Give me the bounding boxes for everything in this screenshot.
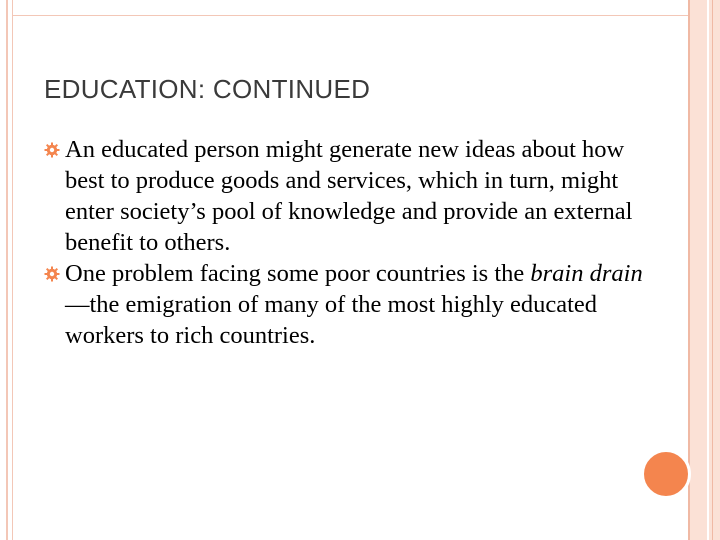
bullet-text: An educated person might generate new ideas about how best to produce goods and services, which in turn, might enter society’s pool of knowledge and provide an external benefit to others.: [65, 136, 633, 256]
bullet-item: [44, 258, 644, 351]
accent-circle: [641, 449, 691, 499]
slide-body: [44, 134, 644, 351]
gear-bullet-icon: [44, 266, 60, 282]
bullet-text-before: One problem facing some poor countries is the: [65, 260, 531, 287]
bullet-item: [44, 134, 644, 258]
left-border-rule-inner: [12, 0, 13, 540]
right-band-line-middle: [707, 0, 709, 540]
bullet-emphasis: brain drain: [530, 260, 643, 287]
left-border-rule-outer: [6, 0, 8, 540]
right-band-line-right: [712, 0, 713, 540]
right-band-line-left: [688, 0, 690, 540]
right-decorative-band: [688, 0, 720, 540]
slide-title: EDUCATION: CONTINUED: [44, 74, 371, 104]
top-border-rule: [13, 15, 688, 16]
gear-bullet-icon: [44, 142, 60, 158]
bullet-text-after: —the emigration of many of the most highly educated workers to rich countries.: [65, 291, 598, 349]
